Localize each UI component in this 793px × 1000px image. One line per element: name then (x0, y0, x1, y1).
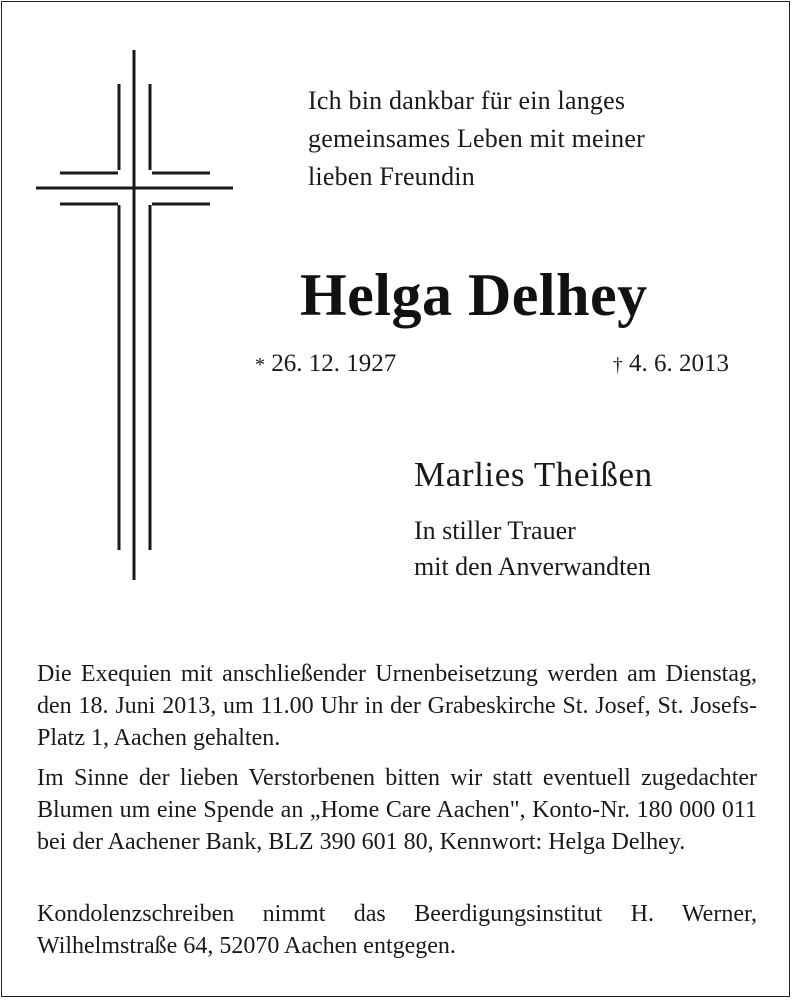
deceased-name: Helga Delhey (300, 262, 648, 328)
obituary-frame (1, 1, 790, 997)
death-date (613, 348, 729, 381)
death-symbol: † (612, 354, 623, 376)
intro-text (308, 82, 645, 196)
mourning-lines (414, 513, 651, 585)
mourner-name: Marlies Theißen (414, 455, 653, 494)
death-date-value: 4. 6. 2013 (629, 350, 729, 377)
birth-date (255, 348, 396, 381)
mourning-line-2: mit den Anverwandten (414, 552, 651, 581)
condolence-paragraph: Kondolenzschreiben nimmt das Beerdigungsinstitut H. Werner, Wilhelmstraße 64, 52070 Aachen entgegen. (37, 901, 757, 959)
birth-date-value: 26. 12. 1927 (271, 350, 397, 377)
cross-icon (2, 2, 262, 602)
intro-line-1: Ich bin dankbar für ein langes (308, 86, 626, 115)
mourning-line-1: In stiller Trauer (414, 516, 576, 545)
funeral-paragraph: Die Exequien mit anschließender Urnenbeisetzung werden am Dienstag, den 18. Juni 2013, um 11.00 Uhr in der Grabeskirche St. Josef, St. Josefs-Platz 1, Aachen gehalten. (37, 661, 757, 751)
intro-line-2: gemeinsames Leben mit meiner (308, 124, 645, 153)
birth-symbol: * (255, 354, 265, 376)
intro-line-3: lieben Freundin (308, 162, 475, 191)
donation-paragraph: Im Sinne der lieben Verstorbenen bitten wir statt eventuell zugedachter Blumen um eine Spende an „Home Care Aachen", Konto-Nr. 180 000 011 bei der Aachener Bank, BLZ 390 601 80, Kennwort: Helga Delhey. (37, 765, 757, 855)
